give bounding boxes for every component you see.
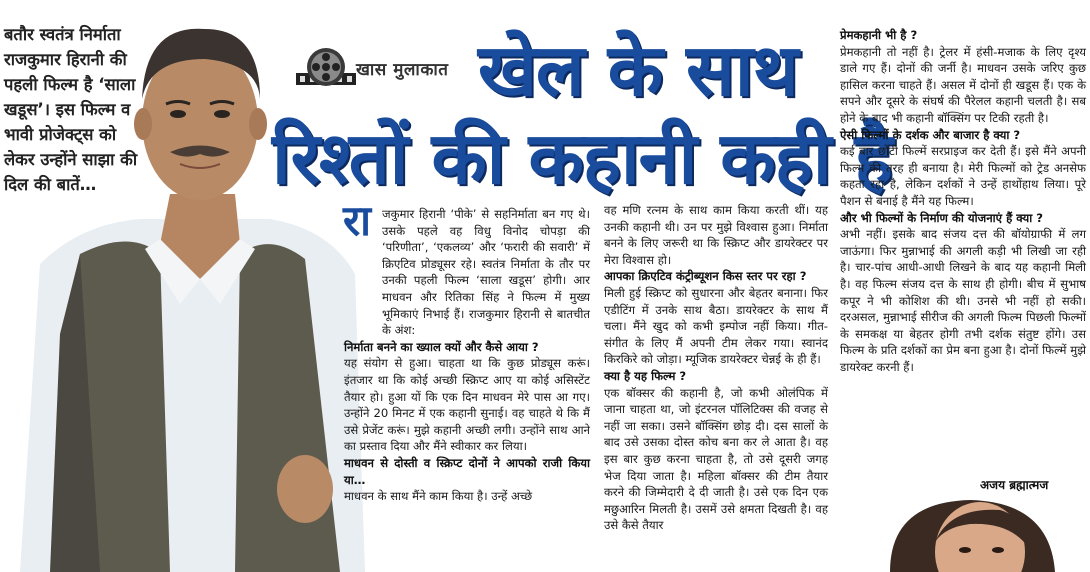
question: आपका क्रिएटिव कंट्रीब्यूशन किस स्तर पर रहा ? <box>604 269 807 284</box>
article-column-3 <box>840 27 1086 375</box>
paragraph: वह मणि रत्नम के साथ काम किया करती थीं। यह उनकी कहानी थी। उन पर मुझे विश्वास हुआ। निर्माता बनने के लिए जरूरी था कि स्क्रिप्ट और डायरेक्टर पर मेरा विश्वास हो। <box>604 203 828 267</box>
answer: प्रेमकहानी तो नहीं है। ट्रेलर में हंसी-मजाक के लिए दृश्य डाले गए हैं। दोनों की जर्नी है। माधवन उसके जरिए कुछ हासिल करना चाहते हैं। असल में दोनों ही खडूस हैं। एक के सपने और दूसरे के संघर्ष की पैरेलल कहानी चलती है। सब होने के बाद भी कहानी बॉक्सिंग पर टिकी रहती है। <box>840 44 1086 125</box>
answer: कई बार छोटी फिल्में सरप्राइज कर देती हैं। इसे मैंने अपनी फिल्म की तरह ही बनाया है। मेरी फिल्मों को ट्रेड अनसेफ कहता रहा है, लेकिन दर्शकों ने उन्हें हाथोंहाथ लिया। पूरे पैशन से बनाई है मैंने यह फिल्म। <box>840 144 1086 208</box>
byline: अजय ब्रह्मात्मज <box>980 478 1049 492</box>
actress-photo <box>850 492 1090 572</box>
question: ऐसी फिल्मों के दर्शक और बाजार है क्या ? <box>840 127 1021 142</box>
answer: अभी नहीं। इसके बाद संजय दत्त की बॉयोग्राफी में लग जाऊंगा। फिर मुन्नाभाई की अगली कड़ी भी लिखी जा रही है। चार-पांच आधी-आधी लिखने के बाद यह कहानी मिली है। वह फिल्म संजय दत्त के साथ ही होगी। बीच में सुभाष कपूर ने भी कोशिश की थी। उनसे भी नहीं हो सकी। दरअसल, मुन्नाभाई सीरीज की अगली फिल्म पिछली फिल्मों के समकक्ष या बेहतर होगी तभी दर्शक संतुष्ट होंगे। उस फिल्म के प्रति दर्शकों का प्रेम बना हुआ है। दोनों फिल्में मुझे डायरेक्ट करनी हैं। <box>840 227 1086 374</box>
headline-line-2: रिश्तों की कहानी कही है <box>272 116 892 200</box>
article-column-2 <box>604 202 828 534</box>
headline-line-1: खेल के साथ <box>478 28 798 112</box>
question: निर्माता बनने का ख्याल क्यों और कैसे आया ? <box>344 339 539 354</box>
answer: मिली हुई स्क्रिप्ट को सुधारना और बेहतर बनाना। फिर एडीटिंग में उनके साथ बैठा। डायरेक्टर के साथ मैं चला। मैंने खुद को कभी इम्पोज नहीं किया। गीत-संगीत के लिए मैं अपनी टीम लेकर गया। स्वानंद किरकिरे को जोड़ा। म्यूजिक डायरेक्टर चेन्नई के ही हैं। <box>604 285 828 367</box>
question: माधवन से दोस्ती व स्क्रिप्ट दोनों ने आपको राजी किया या… <box>344 455 590 487</box>
question: प्रेमकहानी भी है ? <box>840 28 918 42</box>
intro-text: बतौर स्वतंत्र निर्माता राजकुमार हिरानी की पहली फिल्म है ‘साला खडूस’। इस फिल्म व भावी प्रोजेक्ट्स को लेकर उन्होंने साझा की दिल की बातें… <box>4 25 138 194</box>
drop-cap: रा <box>343 196 372 245</box>
film-reel-icon <box>296 47 356 93</box>
answer: एक बॉक्सर की कहानी है, जो कभी ओलंपिक में जाना चाहता था, जो इंटरनल पॉलिटिक्स की वजह से नहीं जा सका। उसने बॉक्सिंग छोड़ दी। दस सालों के बाद उसे उसका दोस्त कोच बना कर ले आता है। वह इस बार कुछ करना चाहता है, तो उसे दूसरी जगह भेज दिया जाता है। महिला बॉक्सर की टीम तैयार करने की जिम्मेदारी दे दी जाती है। उसे एक दिन एक मछुआरिन मिलती है। उसमें उसे क्षमता दिखती है। वह उसे कैसे तैयार <box>604 385 828 533</box>
question: और भी फिल्मों के निर्माण की योजनाएं हैं क्या ? <box>840 210 1043 225</box>
article-column-1 <box>344 206 590 505</box>
lead-paragraph: जकुमार हिरानी ‘पीके’ से सहनिर्माता बन गए थे। उसके पहले वह विधु विनोद चोपड़ा की ‘परिणीता’, ‘एकलव्य’ और ‘फरारी की सवारी’ में क्रिएटिव प्रोड्यूसर रहे। स्वतंत्र निर्माता के तौर पर उनकी पहली फिल्म ‘साला खडूस’ होगी। आर माधवन और रितिका सिंह ने फिल्म में मुख्य भूमिकाएं निभाई हैं। राजकुमार हिरानी से बातचीत के अंश: <box>382 207 590 338</box>
question: क्या है यह फिल्म ? <box>604 368 687 383</box>
section-label: खास मुलाकात <box>356 60 449 80</box>
answer: यह संयोग से हुआ। चाहता था कि कुछ प्रोड्यूस करूं। इंतजार था कि कोई अच्छी स्क्रिप्ट आए या कोई असिस्टेंट तैयार हो। हुआ यों कि एक दिन माधवन मेरे पास आ गए। उन्होंने 20 मिनट में एक कहानी सुनाई। वह चाहते थे कि मैं उसे प्रेजेंट करूं। मुझे कहानी अच्छी लगी। उन्होंने साथ आने का प्रस्ताव दिया और मैंने स्वीकार कर लिया। <box>344 356 590 454</box>
answer: माधवन के साथ मैंने काम किया है। उन्हें अच्छे <box>344 489 533 504</box>
